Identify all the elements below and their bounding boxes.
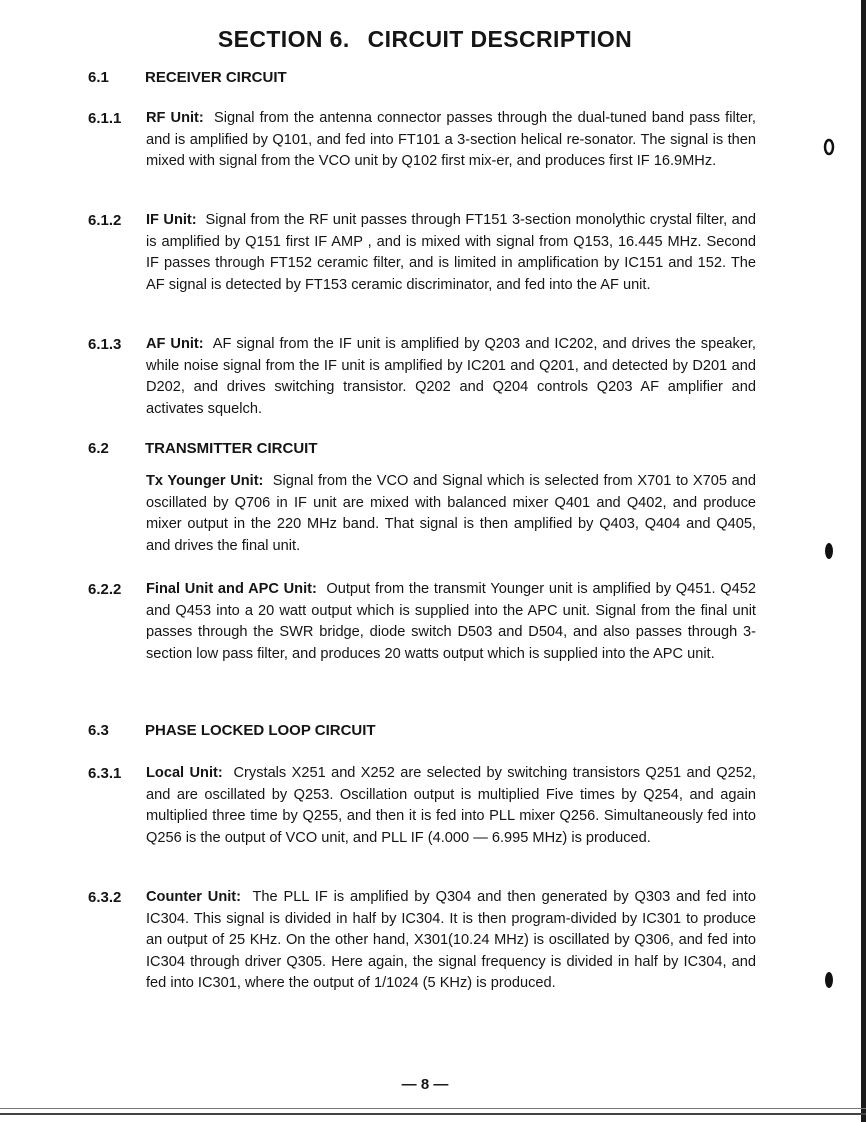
paragraph-body bbox=[146, 579, 756, 665]
section-title: RECEIVER CIRCUIT bbox=[145, 69, 287, 86]
paragraph-body bbox=[146, 763, 756, 849]
paragraph-lead: IF Unit: bbox=[146, 212, 197, 228]
paragraph-text: Signal from the antenna connector passes through the dual-tuned band pass filter, and is amplified by Q101, and fed into FT101 a 3-section helical re-sonator. The signal is then mixed with signal from the VCO unit by Q102 first mix-er, and produces first IF 16.9MHz. bbox=[146, 110, 756, 169]
paragraph-body bbox=[146, 108, 756, 173]
paragraph-if-unit bbox=[88, 210, 756, 296]
section-heading-pll bbox=[88, 722, 376, 739]
paragraph-text: The PLL IF is amplified by Q304 and then generated by Q303 and fed into IC304. This signal is divided in half by IC304. It is then program-divided by IC301 to produce an output of 25 KHz. On the other hand, X301(10.24 MHz) is oscillated by Q306, and fed into IC304 through driver Q305. Here again, the signal frequency is divided in half by IC304, and fed into IC301, where the output of 1/1024 (5 KHz) is produced. bbox=[146, 889, 756, 991]
paragraph-local-unit bbox=[88, 763, 756, 849]
punch-hole-shadow-bottom bbox=[823, 968, 835, 990]
paragraph-final-apc-unit bbox=[88, 579, 756, 665]
paragraph-number: 6.3.2 bbox=[88, 889, 122, 906]
section-number: 6.2 bbox=[88, 440, 109, 457]
punch-hole-shadow-middle bbox=[823, 540, 835, 562]
paragraph-text: Crystals X251 and X252 are selected by switching transistors Q251 and Q252, and are oscillated by Q253. Oscillation output is multiplied Five times by Q254, and again multiplied three time by Q255, and then it is fed into PLL mixer Q256. Simultaneously fed into Q256 is the output of VCO unit, and PLL IF (4.000 — 6.995 MHz) is produced. bbox=[146, 765, 756, 846]
section-number: 6.3 bbox=[88, 722, 109, 739]
scan-bottom-line bbox=[0, 1108, 866, 1109]
paragraph-number: 6.1.2 bbox=[88, 212, 122, 229]
page-number: — 8 — bbox=[401, 1076, 449, 1093]
paragraph-text: Output from the transmit Younger unit is amplified by Q451. Q452 and Q453 into a 20 watt output which is supplied into the APC unit. Signal from the final unit passes through the SWR bridge, diode switch D503 and D504, and also passes through 3-section low pass filter, and produces 20 watts output which is supplied into the APC unit. bbox=[146, 581, 756, 662]
paragraph-text: Signal from the RF unit passes through FT151 3-section monolythic crystal filter, and is amplified by Q151 first IF AMP , and is mixed with signal from Q153, 16.445 MHz. Second IF passes through FT152 ceramic filter, and is limited in amplification by IC151 and 152. The AF signal is detected by FT153 ceramic discriminator, and fed into the AF unit. bbox=[146, 212, 756, 293]
paragraph-number: 6.1.3 bbox=[88, 336, 122, 353]
paragraph-af-unit bbox=[88, 334, 756, 420]
title-main-label: CIRCUIT DESCRIPTION bbox=[367, 26, 633, 52]
scan-binding-edge bbox=[861, 0, 866, 1122]
paragraph-number: 6.1.1 bbox=[88, 110, 122, 127]
paragraph-lead: RF Unit: bbox=[146, 110, 204, 126]
title-section-label: SECTION 6. bbox=[217, 26, 350, 52]
paragraph-lead: Counter Unit: bbox=[146, 889, 242, 905]
paragraph-body bbox=[146, 471, 756, 557]
paragraph-rf-unit bbox=[88, 108, 756, 173]
scan-bottom-line-dark bbox=[0, 1113, 866, 1115]
paragraph-lead: Tx Younger Unit: bbox=[146, 473, 264, 489]
paragraph-body bbox=[146, 887, 756, 995]
page-title bbox=[0, 26, 850, 53]
paragraph-counter-unit bbox=[88, 887, 756, 995]
paragraph-number: 6.3.1 bbox=[88, 765, 122, 782]
paragraph-lead: Final Unit and APC Unit: bbox=[146, 581, 317, 597]
paragraph-lead: AF Unit: bbox=[146, 336, 204, 352]
paragraph-body bbox=[146, 334, 756, 420]
section-heading-transmitter bbox=[88, 440, 318, 457]
paragraph-number: 6.2.2 bbox=[88, 581, 122, 598]
paragraph-tx-younger-unit bbox=[88, 471, 756, 557]
section-heading-receiver bbox=[88, 69, 287, 86]
paragraph-text: Signal from the VCO and Signal which is selected from X701 to X705 and oscillated by Q706 in IF unit are mixed with balanced mixer Q401 and Q402, and produce mixer output in the 220 MHz band. That signal is then amplified by Q403, Q404 and Q405, and drives the final unit. bbox=[146, 473, 756, 554]
paragraph-lead: Local Unit: bbox=[146, 765, 223, 781]
paragraph-body bbox=[146, 210, 756, 296]
paragraph-text: AF signal from the IF unit is amplified by Q203 and IC202, and drives the speaker, while noise signal from the IF unit is amplified by IC201 and Q201, and detected by D201 and D202, and drives switching transistor. Q202 and Q204 controls Q203 AF amplifier and activates squelch. bbox=[146, 336, 756, 417]
section-title: TRANSMITTER CIRCUIT bbox=[145, 440, 318, 457]
punch-hole-shadow-top bbox=[823, 136, 835, 158]
section-number: 6.1 bbox=[88, 69, 109, 86]
section-title: PHASE LOCKED LOOP CIRCUIT bbox=[145, 722, 376, 739]
